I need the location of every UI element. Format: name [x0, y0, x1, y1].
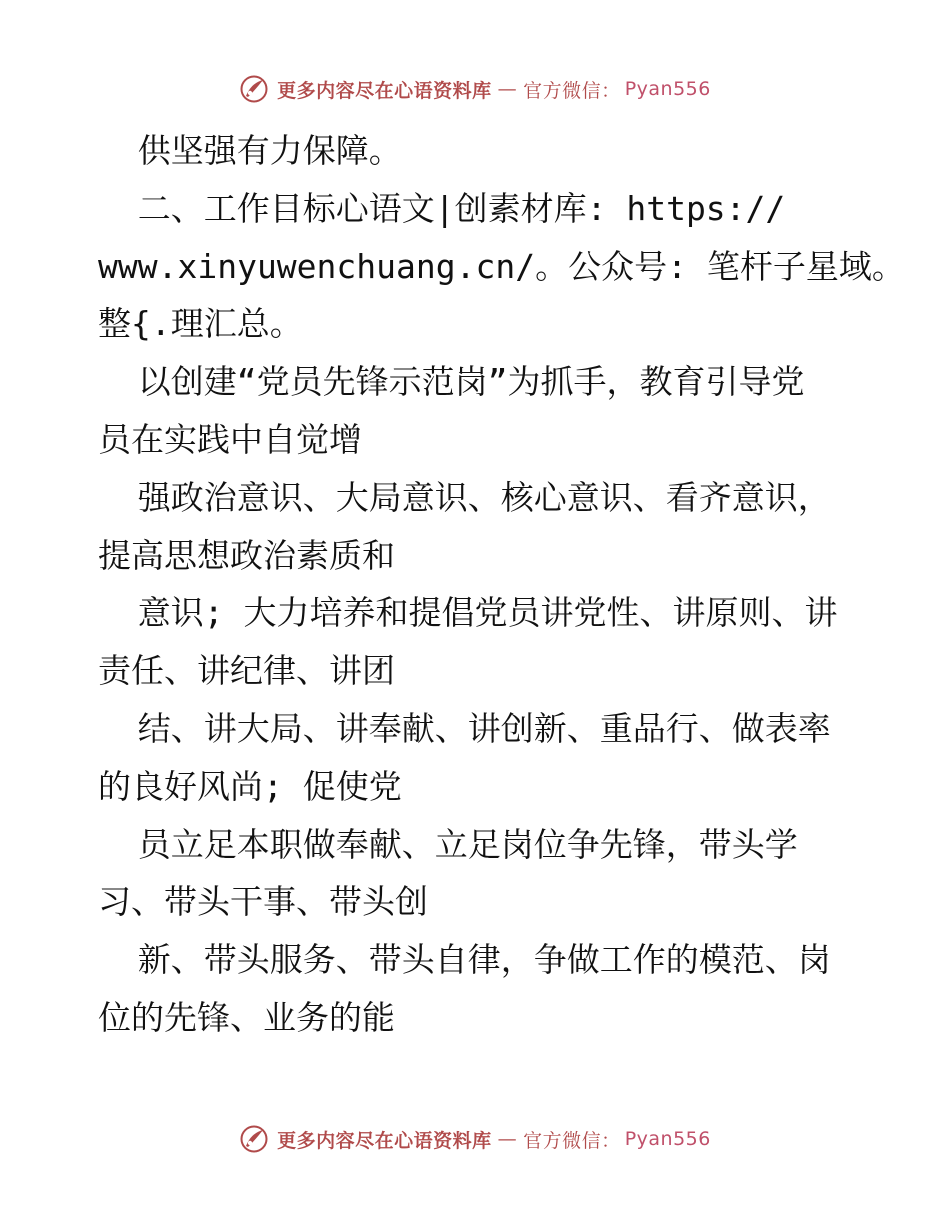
watermark-wechat-id: Pyan556 — [624, 78, 711, 100]
text-line: 责任、讲纪律、讲团 — [98, 651, 395, 691]
text-line: 意识; 大力培养和提倡党员讲党性、讲原则、讲 — [98, 593, 838, 633]
text-line: 员在实践中自觉增 — [98, 419, 362, 459]
brand-logo-icon — [239, 1124, 269, 1154]
text-line: 强政治意识、大局意识、核心意识、看齐意识， — [98, 477, 831, 517]
text-line: www.xinyuwenchuang.cn/。公众号: 笔杆子星域。 — [98, 246, 905, 286]
text-line: 供坚强有力保障。 — [98, 131, 402, 170]
brand-logo-icon — [239, 74, 269, 104]
watermark-dash: — — [497, 78, 518, 100]
text-line: 提高思想政治素质和 — [98, 535, 395, 575]
text-line: 新、带头服务、带头自律，争做工作的模范、岗 — [98, 940, 831, 980]
text-line: 位的先锋、业务的能 — [98, 997, 395, 1037]
text-line: 习、带头干事、带头创 — [98, 882, 428, 922]
text-line: 的良好风尚; 促使党 — [98, 766, 402, 806]
document-body — [98, 122, 905, 1047]
text-line: 以创建“党员先锋示范岗”为抓手，教育引导党 — [98, 362, 805, 402]
text-line: 整{.理汇总。 — [98, 304, 303, 344]
text-line: 结、讲大局、讲奉献、讲创新、重品行、做表率 — [98, 708, 831, 748]
watermark-wechat-id: Pyan556 — [624, 1128, 711, 1150]
text-line: 二、工作目标心语文|创素材库: https:// — [98, 188, 786, 228]
watermark-main-text: 更多内容尽在心语资料库 — [277, 79, 492, 102]
text-line: 员立足本职做奉献、立足岗位争先锋，带头学 — [98, 824, 798, 864]
watermark-sub-text: 官方微信： — [523, 79, 621, 102]
footer-watermark — [0, 1124, 950, 1154]
watermark-main-text: 更多内容尽在心语资料库 — [277, 1129, 492, 1152]
watermark-dash: — — [497, 1128, 518, 1150]
watermark-sub-text: 官方微信： — [523, 1129, 621, 1152]
header-watermark — [0, 74, 950, 104]
